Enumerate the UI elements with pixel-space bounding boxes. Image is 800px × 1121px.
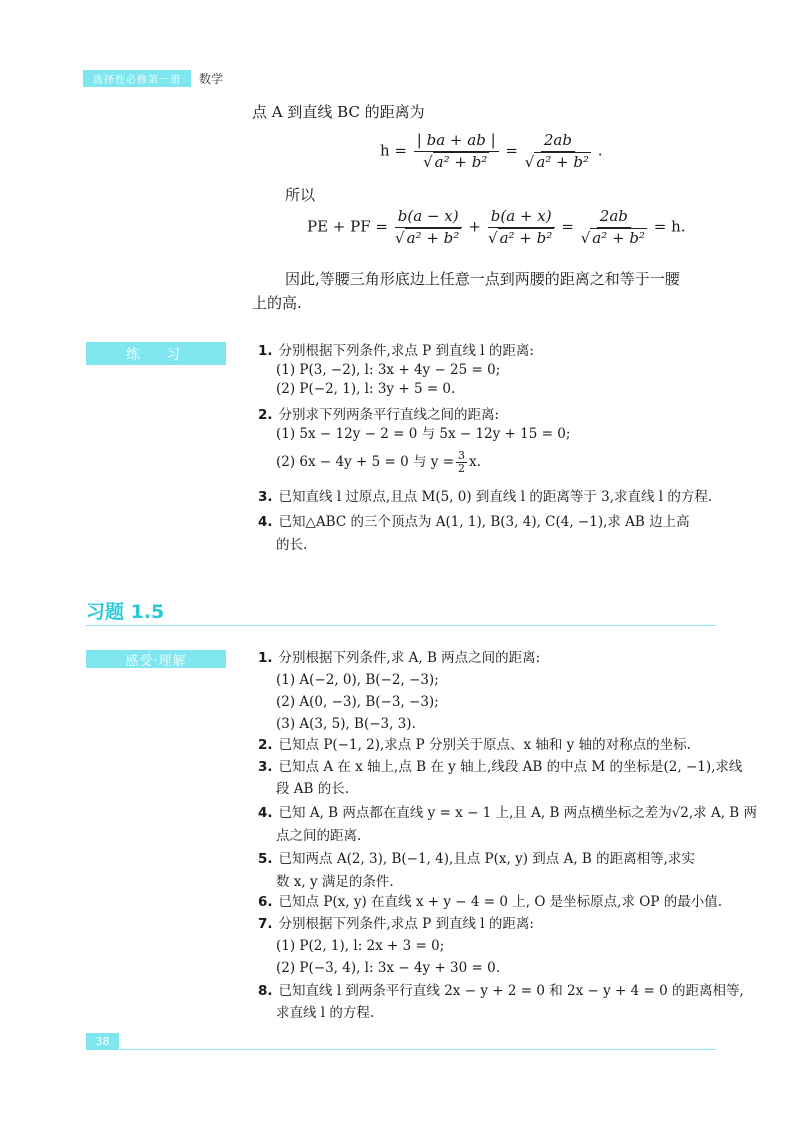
item-line: (1) P(3, −2), l: 3x + 4y − 25 = 0;	[276, 362, 501, 378]
fraction-numerator: b(a + x)	[488, 207, 555, 228]
fraction-denominator	[488, 228, 554, 248]
page-number: 38	[86, 1033, 119, 1050]
exercise-7	[258, 915, 534, 978]
item-line: (2) P(−3, 4), l: 3x − 4y + 30 = 0.	[276, 960, 501, 976]
plus-sign: +	[468, 217, 481, 236]
item-line: 已知直线 l 到两条平行直线 2x − y + 2 = 0 和 2x − y + 4 = 0 的距离相等,	[278, 983, 744, 999]
practice-item-4	[258, 513, 690, 555]
fraction	[525, 131, 591, 172]
page-header	[83, 70, 223, 87]
fraction	[456, 450, 467, 475]
item-line: (1) P(2, 1), l: 2x + 3 = 0;	[276, 938, 445, 954]
radicand: a² + b²	[592, 229, 645, 247]
intro-line: 点 A 到直线 BC 的距离为	[252, 103, 425, 121]
radicand: a² + b²	[536, 153, 590, 171]
item-line: 已知两点 A(2, 3), B(−1, 4),且点 P(x, y) 到点 A, B 的距离相等,求实	[278, 851, 695, 867]
equals-sign: =	[505, 141, 518, 160]
fraction-numerator: | ba + ab |	[414, 131, 499, 152]
exercise-8	[258, 982, 744, 1023]
sqrt-icon	[488, 229, 498, 247]
exercise-1	[258, 649, 540, 734]
item-line: 的长.	[276, 537, 308, 553]
item-number: 4.	[258, 805, 273, 821]
conclusion-line: 上的高.	[252, 294, 302, 312]
item-line: (1) 5x − 12y − 2 = 0 与 5x − 12y + 15 = 0;	[276, 426, 571, 442]
fraction-numerator: b(a − x)	[395, 207, 462, 228]
item-number: 7.	[258, 916, 273, 932]
practice-tag: 练 习	[86, 342, 226, 365]
fraction-numerator: 3	[458, 449, 466, 462]
item-number: 2.	[258, 737, 273, 753]
formula-lhs: h =	[380, 141, 407, 160]
fraction-denominator	[395, 228, 461, 248]
subject-label: 数学	[199, 72, 224, 86]
item-line: 点之间的距离.	[276, 828, 362, 844]
item-line: 已知点 P(x, y) 在直线 x + y − 4 = 0 上, O 是坐标原点,求 OP 的最小值.	[278, 894, 722, 910]
exercise-6	[258, 893, 722, 912]
line-prefix: (2) 6x − 4y + 5 = 0 与 y =	[276, 454, 455, 470]
item-line: (3) A(3, 5), B(−3, 3).	[276, 716, 416, 732]
sqrt-icon	[423, 153, 433, 171]
item-line: 已知 A, B 两点都在直线 y = x − 1 上,且 A, B 两点横坐标之差为√2,求 A, B 两	[278, 805, 758, 821]
fraction-denominator	[525, 152, 591, 172]
sqrt-icon	[525, 153, 535, 171]
fraction-numerator: 2ab	[597, 207, 631, 228]
conclusion-line: 因此,等腰三角形底边上任意一点到两腰的距离之和等于一腰	[285, 270, 680, 288]
sqrt-icon	[395, 229, 405, 247]
series-label: 选择性必修第一册	[83, 70, 191, 87]
item-number: 8.	[258, 983, 273, 999]
footer-divider	[119, 1049, 716, 1050]
fraction-denominator	[581, 228, 647, 248]
section-title: 习题 1.5	[86, 601, 165, 623]
item-line: 已知△ABC 的三个顶点为 A(1, 1), B(3, 4), C(4, −1),求 AB 边上高	[278, 514, 690, 530]
item-line: 分别根据下列条件,求点 P 到直线 l 的距离:	[278, 916, 534, 932]
fraction	[395, 207, 462, 248]
exercise-3	[258, 758, 742, 799]
item-line: 已知点 P(−1, 2),求点 P 分别关于原点、x 轴和 y 轴的对称点的坐标.	[278, 737, 691, 753]
therefore-text: 所以	[285, 186, 316, 204]
fraction-numerator: 2ab	[541, 131, 575, 152]
practice-item-1	[258, 342, 534, 399]
fraction-denominator: 2	[458, 462, 466, 475]
practice-item-3	[258, 488, 712, 507]
fraction-denominator	[423, 152, 489, 172]
equals-sign: =	[561, 217, 574, 236]
item-line: 数 x, y 满足的条件.	[276, 874, 394, 890]
formula-distance	[380, 131, 603, 172]
item-line	[276, 450, 570, 475]
fraction	[414, 131, 499, 172]
item-number: 1.	[258, 650, 273, 666]
formula-lhs: PE + PF =	[307, 217, 388, 236]
item-line: 分别求下列两条平行直线之间的距离:	[278, 407, 500, 423]
fraction	[581, 207, 647, 248]
section-divider	[86, 625, 716, 626]
item-line: 已知点 A 在 x 轴上,点 B 在 y 轴上,线段 AB 的中点 M 的坐标是(2, −1),求线	[278, 759, 743, 775]
item-number: 4.	[258, 514, 273, 530]
item-number: 2.	[258, 407, 273, 423]
item-number: 3.	[258, 759, 273, 775]
fraction	[488, 207, 555, 248]
item-number: 1.	[258, 343, 273, 359]
item-line: 求直线 l 的方程.	[276, 1005, 375, 1021]
radicand: a² + b²	[499, 229, 553, 247]
exercise-5	[258, 850, 695, 892]
radicand: a² + b²	[406, 229, 460, 247]
formula-end: .	[597, 141, 603, 160]
sqrt-icon	[581, 229, 591, 247]
item-line: (2) P(−2, 1), l: 3y + 5 = 0.	[276, 381, 456, 397]
line-suffix: x.	[469, 454, 481, 470]
item-line: 分别根据下列条件,求点 P 到直线 l 的距离:	[278, 343, 534, 359]
item-number: 5.	[258, 851, 273, 867]
practice-item-2	[258, 406, 570, 475]
item-line: (1) A(−2, 0), B(−2, −3);	[276, 672, 439, 688]
exercise-2	[258, 736, 691, 755]
formula-rhs: = h.	[653, 217, 686, 236]
section-tag: 感受·理解	[86, 650, 226, 668]
radicand: a² + b²	[434, 153, 488, 171]
exercise-4	[258, 804, 757, 846]
item-number: 6.	[258, 894, 273, 910]
formula-sum	[307, 207, 686, 248]
item-line: 已知直线 l 过原点,且点 M(5, 0) 到直线 l 的距离等于 3,求直线 l 的方程.	[278, 489, 713, 505]
item-line: (2) A(0, −3), B(−3, −3);	[276, 694, 439, 710]
item-number: 3.	[258, 489, 273, 505]
item-line: 段 AB 的长.	[276, 781, 350, 797]
item-line: 分别根据下列条件,求 A, B 两点之间的距离:	[278, 650, 541, 666]
